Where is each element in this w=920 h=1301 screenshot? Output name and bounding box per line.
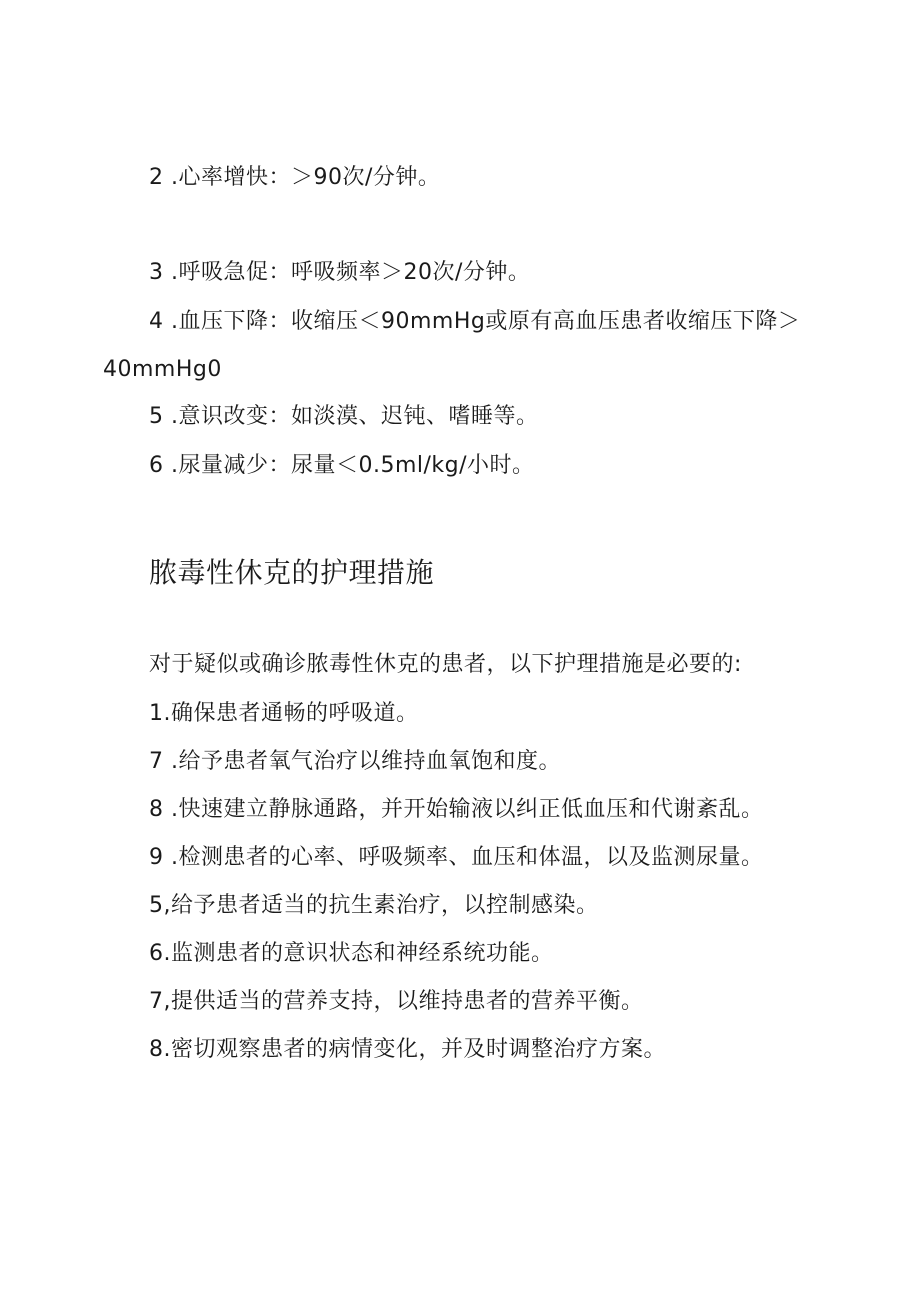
measure-item: 5,给予患者适当的抗生素治疗，以控制感染。 [149, 893, 599, 918]
criterion-blood-pressure-continued: 40mmHg0 [103, 357, 222, 382]
intro-paragraph: 对于疑似或确诊脓毒性休克的患者，以下护理措施是必要的: [149, 652, 742, 677]
criterion-heart-rate: 2 .心率增快：＞90次/分钟。 [149, 165, 441, 190]
criterion-consciousness: 5 .意识改变：如淡漠、迟钝、嗜睡等。 [149, 404, 539, 429]
measure-item: 9 .检测患者的心率、呼吸频率、血压和体温，以及监测尿量。 [149, 845, 764, 870]
section-title: 脓毒性休克的护理措施 [149, 556, 435, 589]
criterion-blood-pressure: 4 .血压下降：收缩压＜90mmHg或原有高血压患者收缩压下降＞ [149, 309, 801, 334]
measure-item: 8 .快速建立静脉通路，并开始输液以纠正低血压和代谢紊乱。 [149, 797, 764, 822]
criterion-urine-output: 6 .尿量减少：尿量＜0.5ml/kg/小时。 [149, 453, 535, 478]
measure-item: 6.监测患者的意识状态和神经系统功能。 [149, 941, 554, 966]
measure-item: 8.密切观察患者的病情变化，并及时调整治疗方案。 [149, 1037, 666, 1062]
measure-item: 1.确保患者通畅的呼吸道。 [149, 701, 419, 726]
measure-item: 7,提供适当的营养支持，以维持患者的营养平衡。 [149, 989, 644, 1014]
criterion-respiration: 3 .呼吸急促：呼吸频率＞20次/分钟。 [149, 260, 531, 285]
measure-item: 7 .给予患者氧气治疗以维持血氧饱和度。 [149, 749, 561, 774]
